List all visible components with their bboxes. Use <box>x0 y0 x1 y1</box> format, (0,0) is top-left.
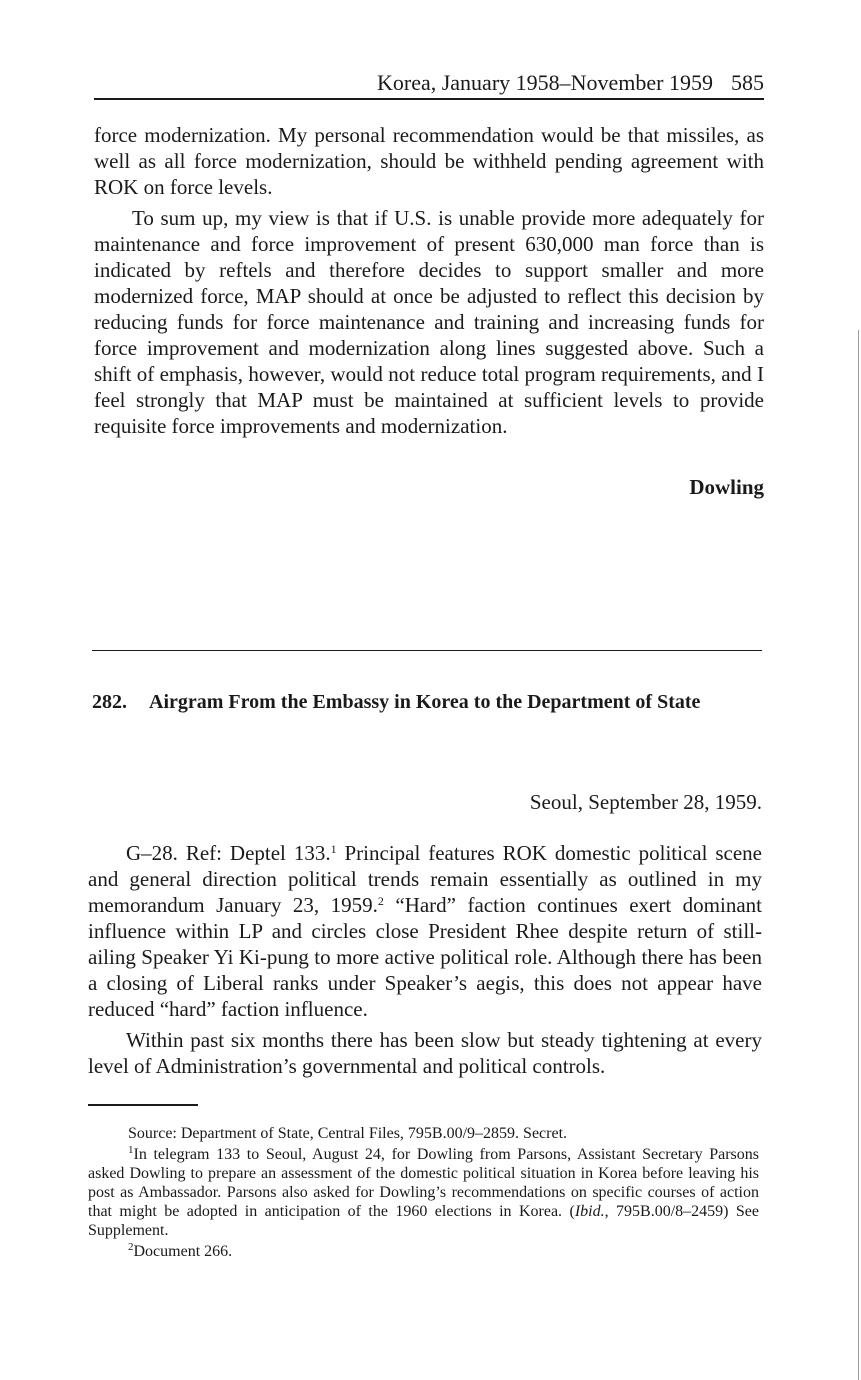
page-number: 585 <box>731 70 764 95</box>
footnote-1-marker: 1 <box>128 1144 134 1156</box>
paragraph-1-part-b: Principal features ROK domestic political scene and general direction political trends remain essentially as outlined in my memorandum January 23, 1959. <box>88 841 762 917</box>
page-edge-shadow <box>858 330 859 1380</box>
continuation-text <box>94 122 764 444</box>
footnote-1-text-b: , 795B.00/8–2459) See Supplement. <box>88 1203 759 1239</box>
footnote-2-marker: 2 <box>128 1241 134 1253</box>
continuation-paragraph-1: force modernization. My personal recommendation would be that missiles, as well as all force modernization, should be withheld pending agreement with ROK on force levels. <box>94 123 764 199</box>
document-number: 282. <box>92 691 127 713</box>
header-rule <box>94 98 764 100</box>
running-head-title: Korea, January 1958–November 1959 <box>376 70 713 95</box>
footnote-1-ibid: Ibid. <box>574 1203 605 1220</box>
document-title: Airgram From the Embassy in Korea to the Department of State <box>149 691 701 713</box>
footnote-rule <box>88 1104 198 1106</box>
document-heading <box>92 690 762 715</box>
section-divider <box>92 650 762 651</box>
document-body <box>88 840 762 1084</box>
footnote-ref-2: 2 <box>377 894 384 908</box>
dateline: Seoul, September 28, 1959. <box>529 790 762 814</box>
footnote-1 <box>88 1145 759 1240</box>
paragraph-1-part-c: “Hard” faction continues exert dominant influence within LP and circles close President Rhee despite return of still-ailing Speaker Yi Ki-pung to more active political role. Although there has been a closing of Liberal ranks under Speaker’s aegis, this does not appear have reduced “hard” faction influence. <box>88 893 762 1021</box>
document-paragraph-2: Within past six months there has been slow but steady tightening at every level of Administration’s governmental and political controls. <box>88 1028 762 1078</box>
source-note: Source: Department of State, Central Files, 795B.00/9–2859. Secret. <box>128 1125 568 1142</box>
footnote-ref-1: 1 <box>330 842 337 856</box>
paragraph-1-part-a: G–28. Ref: Deptel 133. <box>126 841 331 865</box>
signature: Dowling <box>689 475 764 499</box>
footnote-2-text: Document 266. <box>133 1243 233 1260</box>
running-head <box>94 68 764 98</box>
continuation-paragraph-2: To sum up, my view is that if U.S. is unable provide more adequately for maintenance and force improvement of present 630,000 man force than is indicated by reftels and therefore decides to support smaller and more modernized force, MAP should at once be adjusted to reflect this decision by reducing funds for force maintenance and training and increasing funds for force improvement and modernization along lines suggested above. Such a shift of emphasis, however, would not reduce total program requirements, and I feel strongly that MAP must be maintained at sufficient levels to provide requisite force improvements and modernization. <box>94 206 764 438</box>
footnote-2 <box>88 1242 759 1261</box>
footnotes <box>88 1124 759 1263</box>
document-paragraph-1 <box>88 840 762 1022</box>
footnote-1-text-a: In telegram 133 to Seoul, August 24, for Dowling from Parsons, Assistant Secretary Parsons asked Dowling to prepare an assessment of the domestic political situation in Korea before leaving his post as Ambassador. Parsons also asked for Dowling’s recommendations on specific courses of action that might be adopted in anticipation of the 1960 elections in Korea. ( <box>88 1146 759 1220</box>
